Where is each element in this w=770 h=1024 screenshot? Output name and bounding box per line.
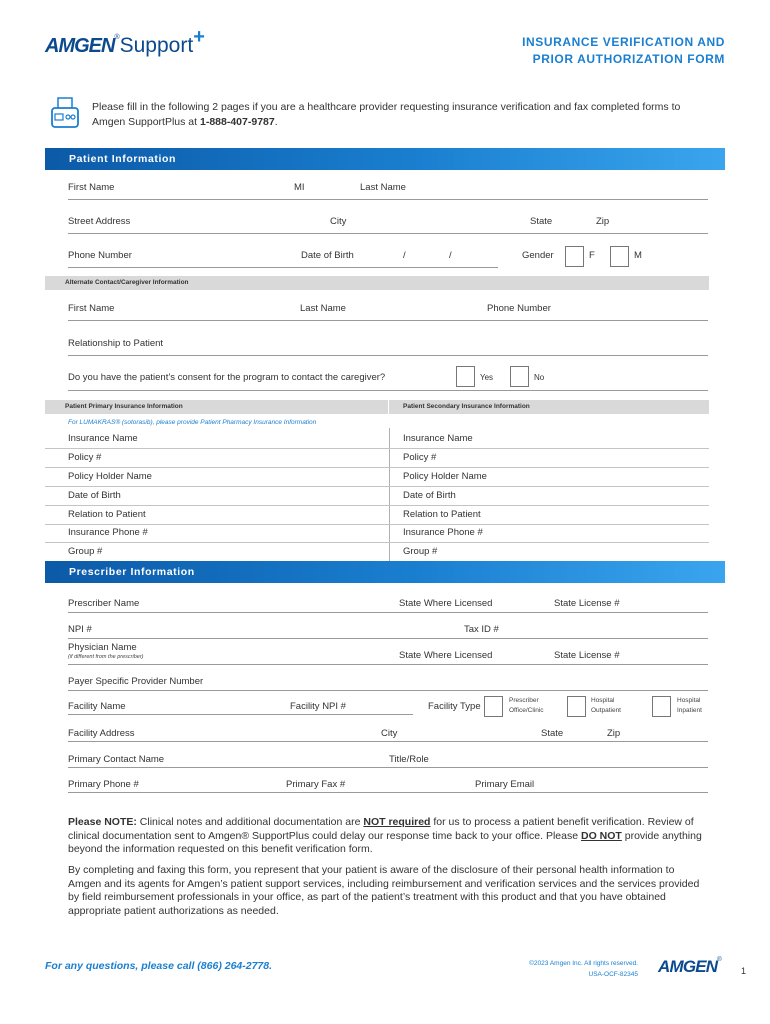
insurance-row-line[interactable] bbox=[45, 505, 709, 506]
form-title: INSURANCE VERIFICATION AND PRIOR AUTHORIZATION FORM bbox=[522, 35, 725, 66]
facility-type-inpatient-label: Hospital Inpatient bbox=[677, 697, 702, 714]
gender-label: Gender bbox=[522, 250, 554, 261]
caregiver-name-field[interactable] bbox=[68, 320, 708, 321]
amgen-footer-logo: AMGEN® bbox=[658, 957, 722, 976]
physician-name-label: Physician Name bbox=[68, 642, 137, 653]
secondary-insurance-field-label: Insurance Phone # bbox=[403, 527, 483, 538]
prescriber-name-label: Prescriber Name bbox=[68, 598, 140, 609]
contact-name-label: Primary Contact Name bbox=[68, 754, 165, 765]
patient-info-header: Patient Information bbox=[45, 148, 725, 170]
primary-insurance-field-label: Policy Holder Name bbox=[68, 471, 152, 482]
facility-name-label: Facility Name bbox=[68, 701, 126, 712]
secondary-insurance-field-label: Group # bbox=[403, 546, 438, 557]
consent-disclosure-paragraph: By completing and faxing this form, you represent that your patient is aware of the disclosure of their personal health information to Amgen and its agents for Amgen’s patient support services, including reimbursement and verification services and the services provided by field reimbursement professionals in your office, as part of the patient’s treatment with this product and that you have obtained appropriate patient authorizations as needed. bbox=[68, 864, 700, 917]
intro-fax-number: 1-888-407-9787 bbox=[199, 116, 275, 128]
secondary-insurance-header: Patient Secondary Insurance Information bbox=[389, 400, 709, 414]
facility-type-office-label: Prescriber Office/Clinic bbox=[509, 697, 544, 714]
consent-question: Do you have the patient’s consent for the program to contact the caregiver? bbox=[68, 372, 386, 383]
primary-insurance-header: Patient Primary Insurance Information bbox=[45, 400, 388, 414]
primary-insurance-field-label: Insurance Phone # bbox=[68, 527, 148, 538]
physician-name-field[interactable] bbox=[68, 664, 708, 665]
dob-slash-2: / bbox=[449, 250, 452, 261]
consent-divider bbox=[68, 390, 708, 391]
facility-address-label: Facility Address bbox=[68, 728, 135, 739]
insurance-row-line[interactable] bbox=[45, 542, 709, 543]
tax-id-label: Tax ID # bbox=[464, 624, 499, 635]
facility-city-label: City bbox=[381, 728, 398, 739]
copyright: ©2023 Amgen Inc. All rights reserved. USA-OCF-82345 bbox=[529, 960, 638, 978]
consent-no-label: No bbox=[534, 373, 545, 382]
physician-state-licensed-label: State Where Licensed bbox=[399, 650, 493, 661]
secondary-insurance-field-label: Insurance Name bbox=[403, 433, 473, 444]
logo-support-word: Support bbox=[119, 34, 194, 57]
payer-id-field[interactable] bbox=[68, 690, 708, 691]
insurance-row-line[interactable] bbox=[45, 467, 709, 468]
primary-insurance-field-label: Policy # bbox=[68, 452, 102, 463]
caregiver-last-name-label: Last Name bbox=[300, 303, 346, 314]
logo-plus: + bbox=[193, 26, 205, 48]
secondary-insurance-field-label: Policy # bbox=[403, 452, 437, 463]
relationship-field[interactable] bbox=[68, 355, 708, 356]
prescriber-info-header: Prescriber Information bbox=[45, 561, 725, 583]
intro-text: Please fill in the following 2 pages if you are a healthcare provider requesting insurance verification and fax completed forms to Amgen SupportPlus at 1-888-407-9787. bbox=[92, 101, 681, 128]
consent-no-checkbox[interactable] bbox=[510, 366, 529, 387]
insurance-row-line[interactable] bbox=[45, 524, 709, 525]
facility-type-outpatient-checkbox[interactable] bbox=[567, 696, 586, 717]
facility-type-label: Facility Type bbox=[428, 701, 481, 712]
fax-icon bbox=[50, 97, 80, 129]
mi-label: MI bbox=[294, 182, 305, 193]
contact-name-field[interactable] bbox=[68, 767, 708, 768]
consent-yes-label: Yes bbox=[480, 373, 494, 382]
clinical-notes-paragraph: Please NOTE: Clinical notes and additional documentation are NOT required for us to process a patient benefit verification. Review of clinical documentation sent to Amgen® SupportPlus could delay our response time back to your office. Please DO NOT provide anything beyond the information requested on this benefit verification form. bbox=[68, 816, 702, 855]
first-name-label: First Name bbox=[68, 182, 115, 193]
secondary-insurance-field-label: Date of Birth bbox=[403, 490, 456, 501]
physician-state-license-label: State License # bbox=[554, 650, 620, 661]
facility-npi-label: Facility NPI # bbox=[290, 701, 346, 712]
caregiver-header: Alternate Contact/Caregiver Information bbox=[45, 276, 709, 290]
prescriber-name-field[interactable] bbox=[68, 612, 708, 613]
facility-zip-label: Zip bbox=[607, 728, 621, 739]
insurance-row-line[interactable] bbox=[45, 448, 709, 449]
amgen-support-logo: AMGEN®Support+ bbox=[45, 26, 205, 57]
npi-field[interactable] bbox=[68, 638, 708, 639]
primary-fax-label: Primary Fax # bbox=[286, 779, 346, 790]
payer-id-label: Payer Specific Provider Number bbox=[68, 676, 204, 687]
gender-male-label: M bbox=[634, 250, 642, 261]
primary-insurance-field-label: Relation to Patient bbox=[68, 509, 146, 520]
state-label: State bbox=[530, 216, 553, 227]
gender-male-checkbox[interactable] bbox=[610, 246, 629, 267]
phone-dob-field[interactable] bbox=[68, 267, 498, 268]
caregiver-phone-label: Phone Number bbox=[487, 303, 551, 314]
insurance-row-line[interactable] bbox=[45, 486, 709, 487]
logo-amgen-word: AMGEN bbox=[45, 35, 115, 57]
dob-slash-1: / bbox=[403, 250, 406, 261]
relationship-label: Relationship to Patient bbox=[68, 338, 164, 349]
document-code: USA-OCF-82345 bbox=[588, 971, 638, 978]
dob-label: Date of Birth bbox=[301, 250, 354, 261]
title-role-label: Title/Role bbox=[389, 754, 429, 765]
facility-type-inpatient-checkbox[interactable] bbox=[652, 696, 671, 717]
street-address-label: Street Address bbox=[68, 216, 131, 227]
prescriber-state-licensed-label: State Where Licensed bbox=[399, 598, 493, 609]
facility-type-outpatient-label: Hospital Outpatient bbox=[591, 697, 621, 714]
primary-email-label: Primary Email bbox=[475, 779, 535, 790]
consent-yes-checkbox[interactable] bbox=[456, 366, 475, 387]
facility-state-label: State bbox=[541, 728, 564, 739]
gender-female-checkbox[interactable] bbox=[565, 246, 584, 267]
secondary-insurance-field-label: Policy Holder Name bbox=[403, 471, 487, 482]
questions-phone: For any questions, please call (866) 264-2778. bbox=[45, 960, 273, 972]
street-address-field[interactable] bbox=[68, 233, 708, 234]
city-label: City bbox=[330, 216, 347, 227]
facility-address-field[interactable] bbox=[68, 741, 708, 742]
zip-label: Zip bbox=[596, 216, 610, 227]
phone-label: Phone Number bbox=[68, 250, 132, 261]
primary-phone-field[interactable] bbox=[68, 792, 708, 793]
primary-insurance-field-label: Group # bbox=[68, 546, 103, 557]
last-name-label: Last Name bbox=[360, 182, 406, 193]
primary-phone-label: Primary Phone # bbox=[68, 779, 139, 790]
page-number: 1 bbox=[741, 966, 747, 976]
lumakras-note: For LUMAKRAS® (sotorasib), please provide Patient Pharmacy Insurance Information bbox=[68, 419, 317, 426]
npi-label: NPI # bbox=[68, 624, 92, 635]
primary-insurance-field-label: Date of Birth bbox=[68, 490, 121, 501]
facility-type-office-checkbox[interactable] bbox=[484, 696, 503, 717]
facility-name-field[interactable] bbox=[68, 714, 413, 715]
caregiver-first-name-label: First Name bbox=[68, 303, 115, 314]
first-name-field[interactable] bbox=[68, 199, 708, 200]
physician-name-sublabel: (if different from the prescriber) bbox=[68, 654, 144, 660]
secondary-insurance-field-label: Relation to Patient bbox=[403, 509, 481, 520]
gender-female-label: F bbox=[589, 250, 595, 261]
primary-insurance-field-label: Insurance Name bbox=[68, 433, 138, 444]
prescriber-state-license-label: State License # bbox=[554, 598, 620, 609]
